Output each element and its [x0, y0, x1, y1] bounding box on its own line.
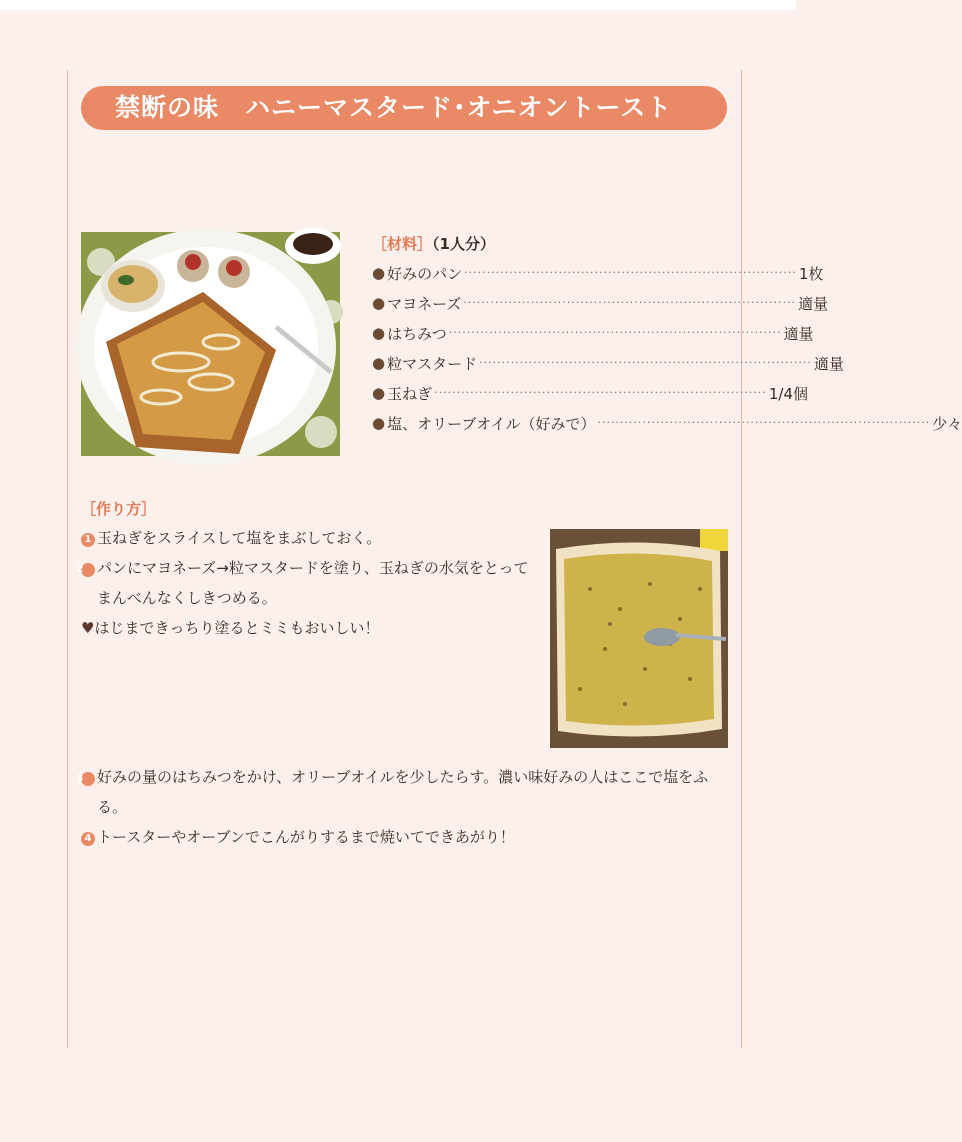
heart-icon: ♥: [81, 619, 95, 637]
ingredient-item: ● 塩、オリーブオイル（好みで） ·········································································· 少々: [372, 414, 962, 433]
ingredients-list: [372, 258, 962, 438]
servings-label: （1人分）: [432, 235, 495, 253]
step-number-badge: 3: [81, 772, 95, 786]
method-heading: ［作り方］: [81, 500, 157, 518]
ingredient-item: ● 好みのパン ·········································································· 1枚: [372, 264, 824, 283]
step-4: 4 トースターやオーブンでこんがりするまで焼いてできあがり！: [81, 822, 728, 852]
ingredients-heading: ［材料］（1人分）: [372, 235, 495, 253]
step-number-badge: 4: [81, 832, 95, 846]
right-margin-rule: [741, 70, 742, 1048]
left-margin-rule: [67, 70, 68, 1048]
step-3: 3 好みの量のはちみつをかけ、オリーブオイルを少したらす。濃い味好みの人はここで塩をふる。: [76, 768, 709, 816]
ingredient-item: ● はちみつ ·········································································· 適量: [372, 324, 814, 343]
page-top-margin: [0, 0, 796, 10]
spreading-mustard-photo: [550, 529, 728, 748]
ingredient-item: ● 粒マスタード ·········································································· 適量: [372, 354, 844, 373]
ingredient-item: ● 玉ねぎ ·········································································· 1/4個: [372, 384, 809, 403]
step-number-badge: 1: [81, 533, 95, 547]
step-2: 2 パンにマヨネーズ→粒マスタードを塗り、玉ねぎの水気をとってまんべんなくしきつめる。: [76, 559, 529, 607]
recipe-title: 禁断の味 ハニーマスタード･オニオントースト: [81, 86, 727, 130]
finished-toast-photo: [81, 232, 340, 456]
step-1: 1 玉ねぎをスライスして塩をまぶしておく。: [81, 523, 531, 553]
step-number-badge: 2: [81, 563, 95, 577]
ingredient-item: ● マヨネーズ ·········································································· 適量: [372, 294, 829, 313]
tip-text: ♥はじまできっちり塗るとミミもおいしい！: [81, 619, 380, 637]
